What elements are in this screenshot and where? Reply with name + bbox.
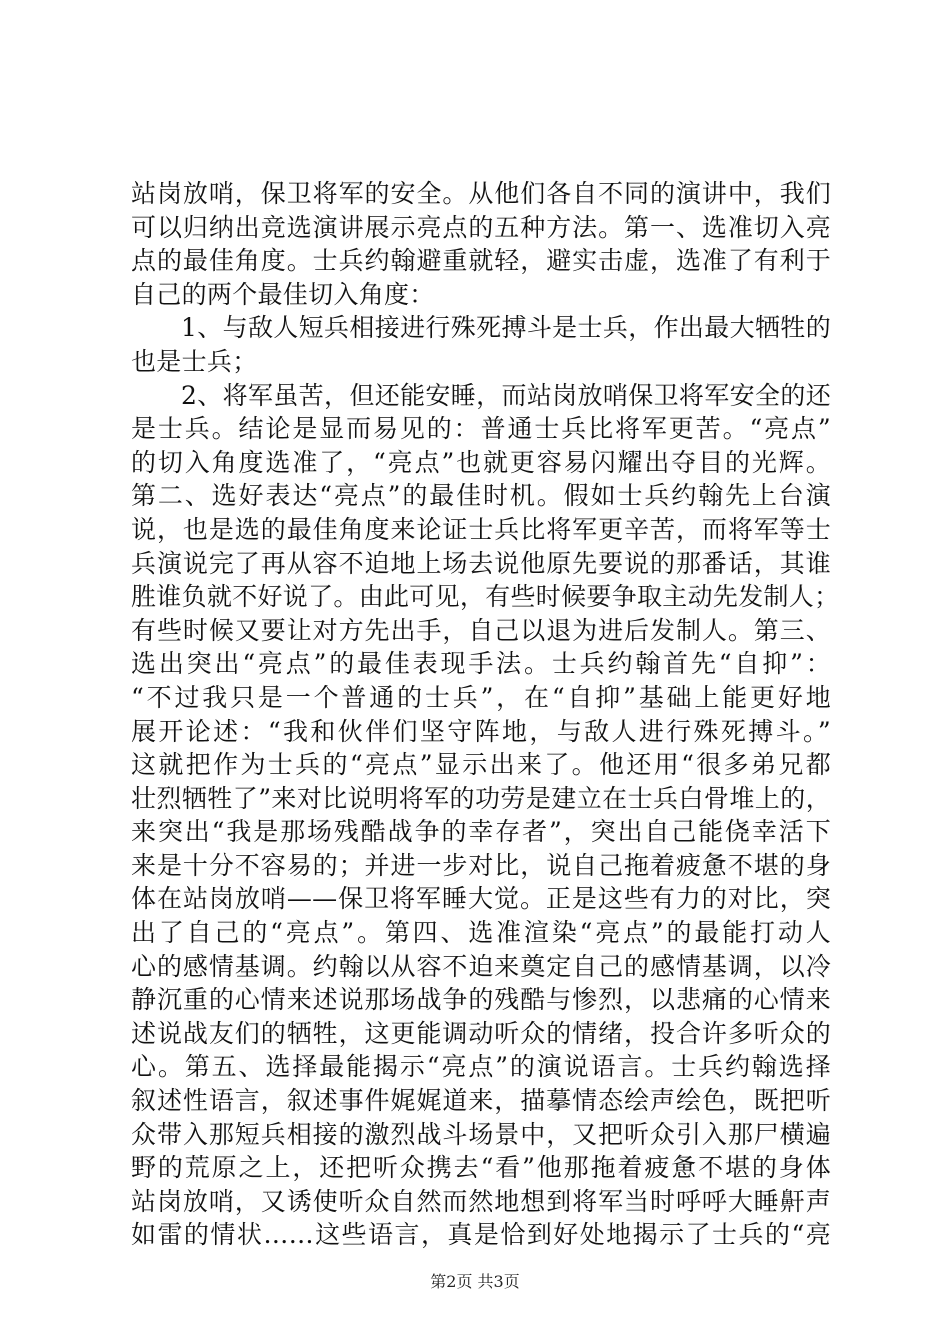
- text-line: 是士兵。结论是显而易见的：普通士兵比将军更苦。“亮点”: [131, 414, 831, 444]
- text-line: 站岗放哨，保卫将军的安全。从他们各自不同的演讲中，我们: [131, 179, 831, 208]
- text-line: 述说战友们的牺牲，这更能调动听众的情绪，投合许多听众的: [131, 1018, 831, 1048]
- text-line: 体在站岗放哨——保卫将军睡大觉。正是这些有力的对比，突: [131, 884, 831, 914]
- text-line: 胜谁负就不好说了。由此可见，有些时候要争取主动先发制人；: [131, 582, 840, 612]
- text-line: 静沉重的心情来述说那场战争的残酷与惨烈，以悲痛的心情来: [131, 985, 831, 1015]
- text-line: 心。第五、选择最能揭示“亮点”的演说语言。士兵约翰选择: [131, 1052, 831, 1082]
- text-line: 有些时候又要让对方先出手，自己以退为进后发制人。第三、: [131, 615, 831, 645]
- text-line: 1、与敌人短兵相接进行殊死搏斗是士兵，作出最大牺牲的: [181, 313, 831, 343]
- text-line: 说，也是选的最佳角度来论证士兵比将军更辛苦，而将军等士: [131, 514, 831, 544]
- text-line: 出了自己的“亮点”。第四、选准渲染“亮点”的最能打动人: [131, 918, 831, 948]
- document-body: [131, 177, 840, 1252]
- text-line: “不过我只是一个普通的士兵”，在“自抑”基础上能更好地: [131, 682, 831, 712]
- text-line: 心的感情基调。约翰以从容不迫来奠定自己的感情基调，以冷: [131, 951, 831, 981]
- text-line: 站岗放哨，又诱使听众自然而然地想到将军当时呼呼大睡鼾声: [131, 1186, 831, 1216]
- page-number-footer: 第2页 共3页: [430, 1272, 520, 1291]
- text-line: 也是士兵；: [131, 346, 258, 376]
- text-line: 叙述性语言，叙述事件娓娓道来，描摹情态绘声绘色，既把听: [131, 1086, 831, 1116]
- text-line: 野的荒原之上，还把听众携去“看”他那拖着疲惫不堪的身体: [131, 1153, 831, 1183]
- text-line: 2、将军虽苦，但还能安睡，而站岗放哨保卫将军安全的还: [181, 380, 831, 410]
- text-line: 这就把作为士兵的“亮点”显示出来了。他还用“很多弟兄都: [131, 750, 831, 780]
- text-line: 第二、选好表达“亮点”的最佳时机。假如士兵约翰先上台演: [131, 481, 831, 511]
- text-line: 展开论述：“我和伙伴们坚守阵地，与敌人进行殊死搏斗。”: [131, 716, 831, 746]
- text-line: 来突出“我是那场残酷战争的幸存者”，突出自己能侥幸活下: [131, 817, 831, 847]
- text-line: 选出突出“亮点”的最佳表现手法。士兵约翰首先“自抑”：: [131, 649, 831, 679]
- text-line: 来是十分不容易的；并进一步对比，说自己拖着疲惫不堪的身: [131, 850, 831, 880]
- text-line: 可以归纳出竞选演讲展示亮点的五种方法。第一、选准切入亮: [131, 212, 831, 242]
- text-line: 兵演说完了再从容不迫地上场去说他原先要说的那番话，其谁: [131, 548, 831, 578]
- text-line: 自己的两个最佳切入角度：: [131, 279, 435, 309]
- text-line: 众带入那短兵相接的激烈战斗场景中，又把听众引入那尸横遍: [131, 1119, 831, 1149]
- text-line: 如雷的情状……这些语言，真是恰到好处地揭示了士兵的“亮: [131, 1220, 831, 1250]
- text-line: 壮烈牺牲了”来对比说明将军的功劳是建立在士兵白骨堆上的，: [131, 783, 831, 813]
- text-line: 的切入角度选准了，“亮点”也就更容易闪耀出夺目的光辉。: [131, 447, 831, 477]
- text-line: 点的最佳角度。士兵约翰避重就轻，避实击虚，选准了有利于: [131, 246, 831, 276]
